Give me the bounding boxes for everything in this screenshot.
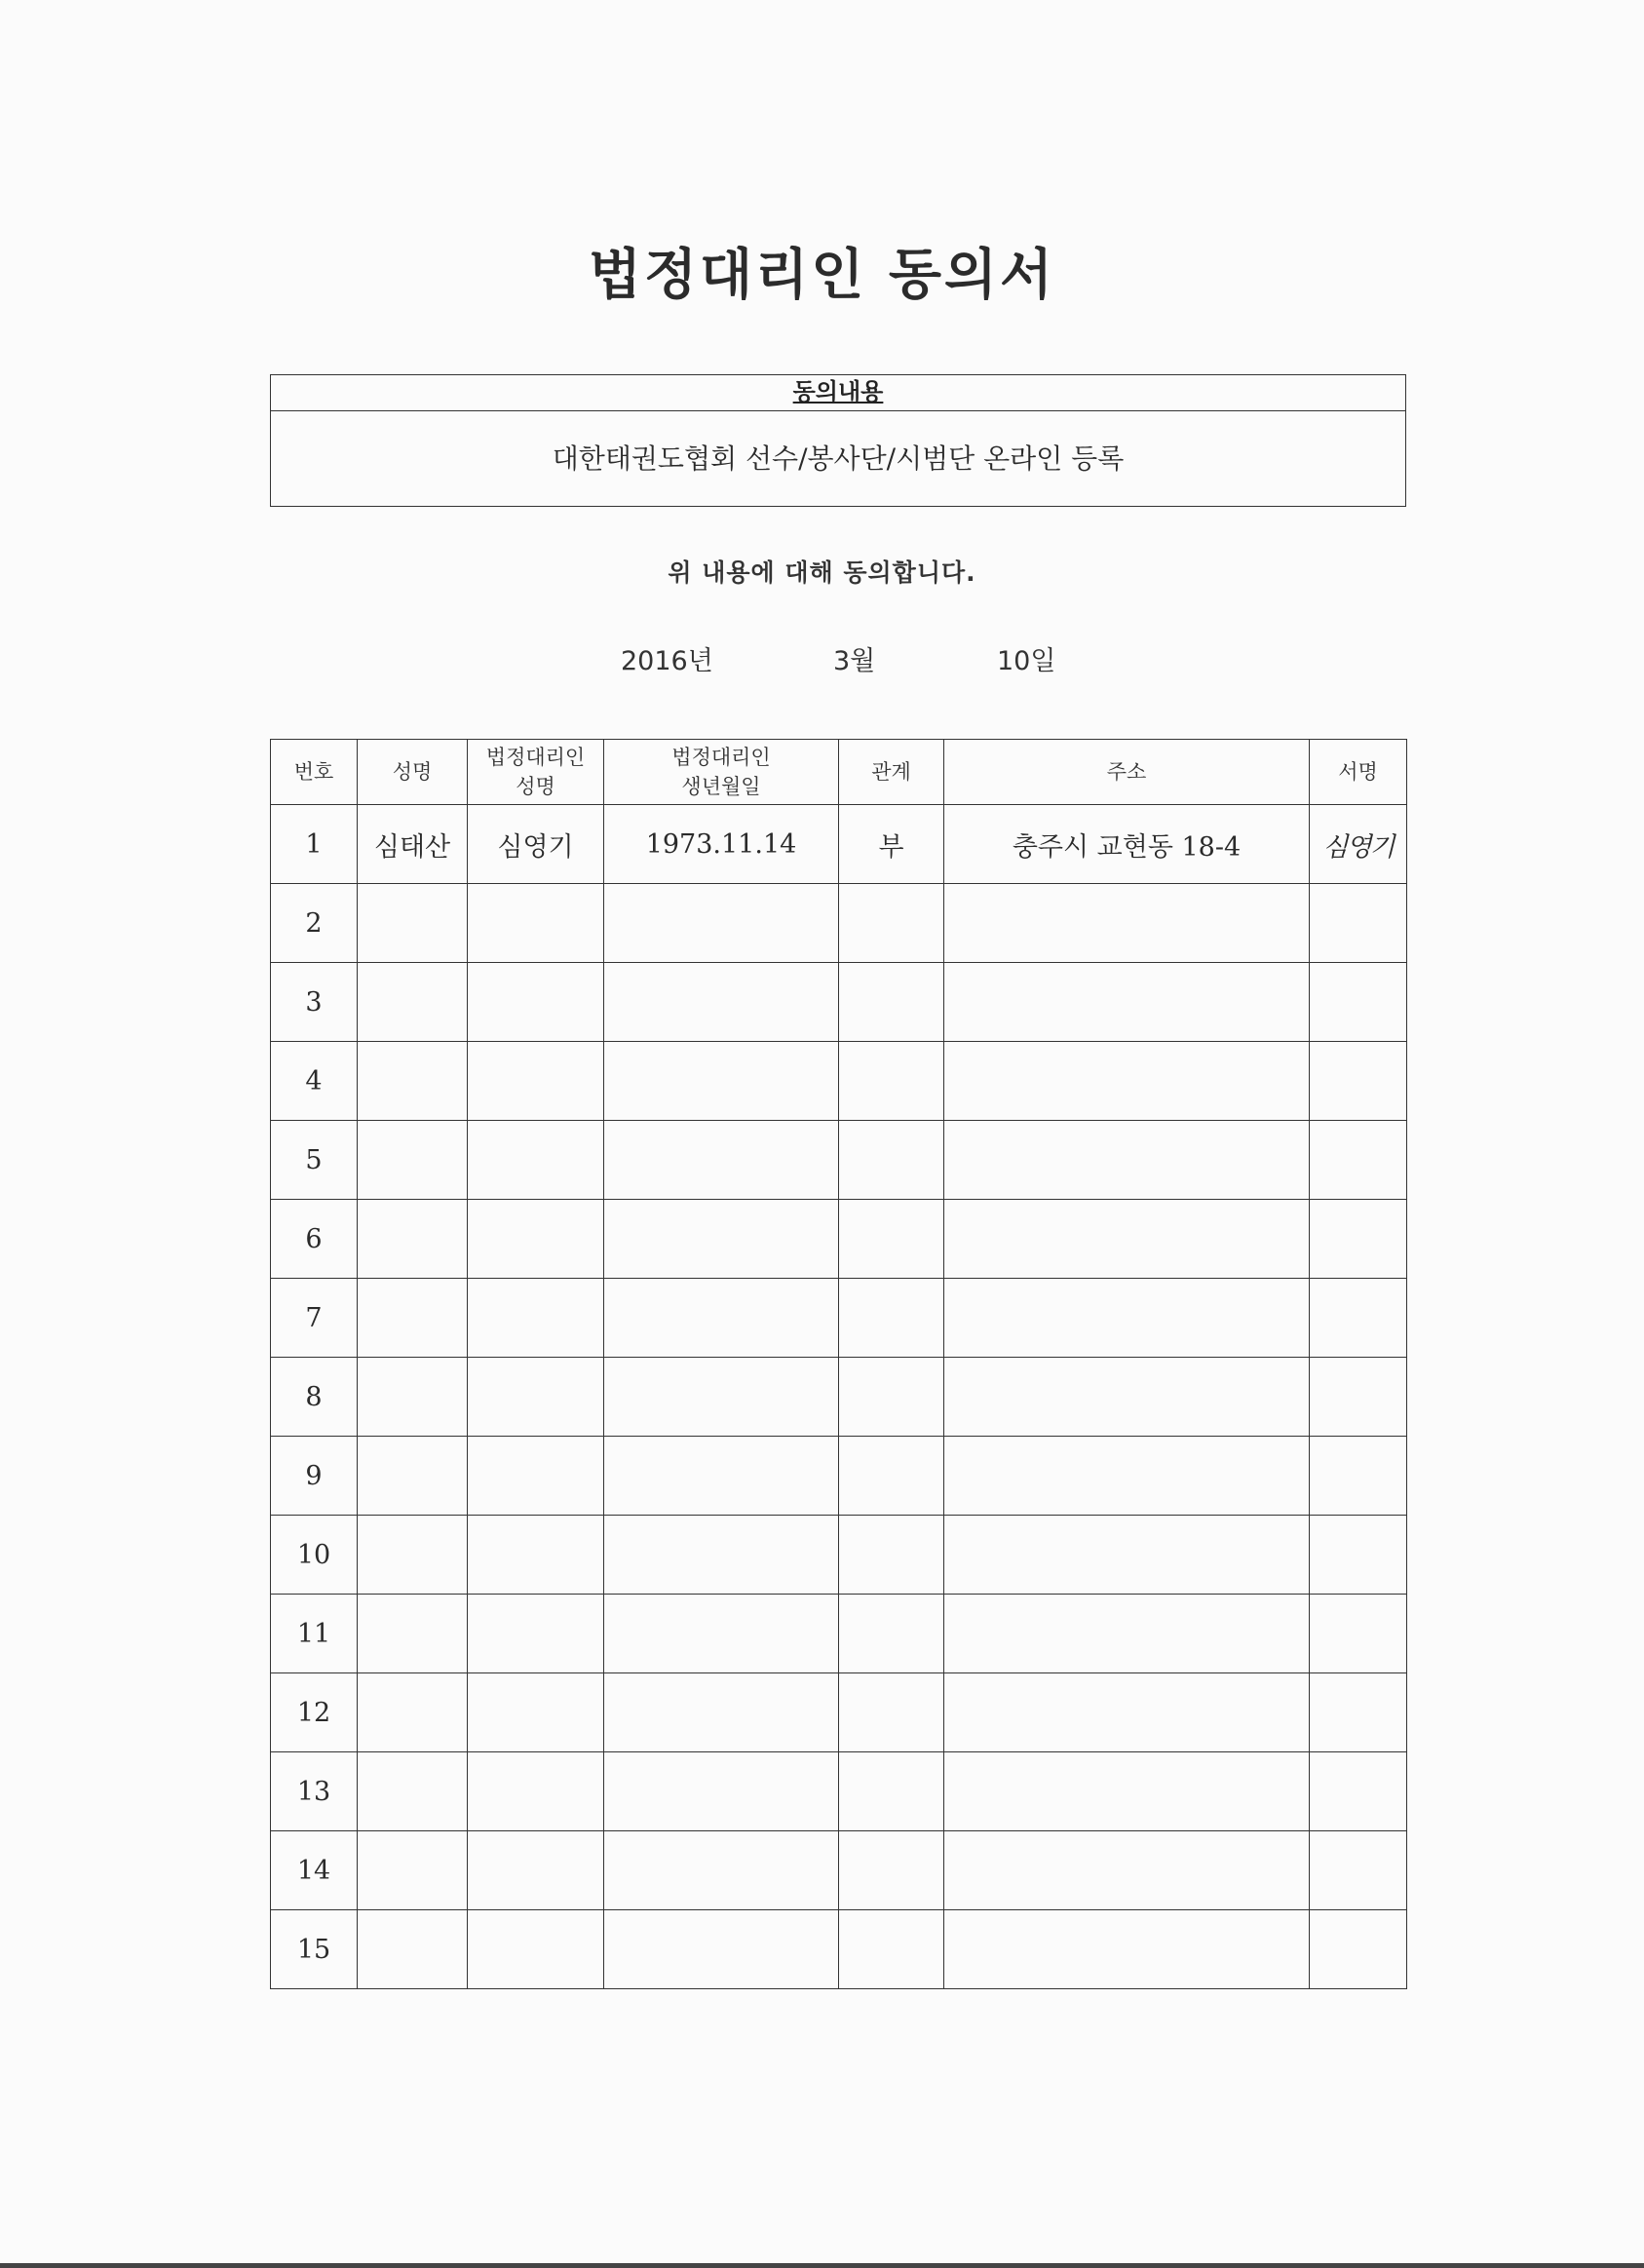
cell-name <box>358 1595 468 1673</box>
cell-address <box>944 1437 1310 1516</box>
cell-name <box>358 1910 468 1989</box>
cell-signature <box>1310 1279 1407 1358</box>
cell-name <box>358 1516 468 1595</box>
cell-address <box>944 1910 1310 1989</box>
cell-guardian-name <box>468 1121 604 1200</box>
cell-no: 14 <box>271 1831 358 1910</box>
table-row <box>271 1279 1407 1358</box>
cell-signature <box>1310 1673 1407 1752</box>
cell-address <box>944 1200 1310 1279</box>
cell-relation <box>839 1910 944 1989</box>
cell-name <box>358 1042 468 1121</box>
cell-guardian-dob <box>604 963 839 1042</box>
table-row <box>271 1752 1407 1831</box>
table-row <box>271 1358 1407 1437</box>
date-month: 3월 <box>833 646 876 676</box>
cell-relation <box>839 1831 944 1910</box>
cell-relation <box>839 1673 944 1752</box>
table-row <box>271 1516 1407 1595</box>
cell-guardian-name <box>468 1437 604 1516</box>
table-row <box>271 1042 1407 1121</box>
consent-header: 동의내용 <box>271 375 1405 411</box>
cell-no: 12 <box>271 1673 358 1752</box>
cell-no: 7 <box>271 1279 358 1358</box>
cell-signature <box>1310 884 1407 963</box>
table-row <box>271 1673 1407 1752</box>
cell-relation <box>839 1279 944 1358</box>
agreement-text: 위 내용에 대해 동의합니다. <box>668 558 976 587</box>
header-relation: 관계 <box>839 740 944 805</box>
cell-address: 충주시 교현동 18-4 <box>944 805 1310 884</box>
cell-guardian-name <box>468 884 604 963</box>
cell-name <box>358 1200 468 1279</box>
cell-guardian-name <box>468 963 604 1042</box>
cell-relation <box>839 963 944 1042</box>
header-address: 주소 <box>944 740 1310 805</box>
table-row <box>271 963 1407 1042</box>
cell-guardian-dob <box>604 1595 839 1673</box>
scan-edge <box>0 2263 1644 2268</box>
cell-guardian-name <box>468 1595 604 1673</box>
cell-address <box>944 884 1310 963</box>
cell-name <box>358 1752 468 1831</box>
cell-guardian-name <box>468 1279 604 1358</box>
cell-guardian-name <box>468 1910 604 1989</box>
cell-no: 5 <box>271 1121 358 1200</box>
cell-signature <box>1310 1752 1407 1831</box>
cell-no: 3 <box>271 963 358 1042</box>
cell-relation <box>839 1595 944 1673</box>
cell-no: 15 <box>271 1910 358 1989</box>
cell-name <box>358 1358 468 1437</box>
header-name: 성명 <box>358 740 468 805</box>
cell-guardian-dob: 1973.11.14 <box>604 805 839 884</box>
cell-name <box>358 1121 468 1200</box>
cell-name: 심태산 <box>358 805 468 884</box>
cell-relation <box>839 1437 944 1516</box>
cell-address <box>944 1279 1310 1358</box>
table-row <box>271 1121 1407 1200</box>
table-row <box>271 805 1407 884</box>
cell-address <box>944 1752 1310 1831</box>
cell-guardian-name <box>468 1358 604 1437</box>
cell-relation <box>839 1516 944 1595</box>
cell-guardian-dob <box>604 1279 839 1358</box>
table-row <box>271 1831 1407 1910</box>
cell-guardian-name <box>468 1200 604 1279</box>
cell-name <box>358 1673 468 1752</box>
cell-guardian-name <box>468 1673 604 1752</box>
table-row <box>271 1595 1407 1673</box>
cell-address <box>944 1121 1310 1200</box>
table-row <box>271 1200 1407 1279</box>
cell-signature: 심영기 <box>1310 805 1407 884</box>
cell-signature <box>1310 1358 1407 1437</box>
cell-address <box>944 1358 1310 1437</box>
cell-name <box>358 884 468 963</box>
cell-no: 10 <box>271 1516 358 1595</box>
cell-guardian-dob <box>604 1200 839 1279</box>
cell-no: 1 <box>271 805 358 884</box>
cell-no: 8 <box>271 1358 358 1437</box>
cell-guardian-name <box>468 1516 604 1595</box>
cell-no: 6 <box>271 1200 358 1279</box>
cell-relation <box>839 1752 944 1831</box>
cell-no: 4 <box>271 1042 358 1121</box>
table-row <box>271 884 1407 963</box>
consent-content: 대한태권도협회 선수/봉사단/시범단 온라인 등록 <box>552 442 1125 475</box>
cell-address <box>944 1042 1310 1121</box>
cell-guardian-name <box>468 1831 604 1910</box>
cell-relation <box>839 1200 944 1279</box>
table-header-row <box>271 740 1407 805</box>
date-year: 2016년 <box>621 646 713 676</box>
cell-name <box>358 1437 468 1516</box>
cell-address <box>944 1516 1310 1595</box>
cell-guardian-name: 심영기 <box>468 805 604 884</box>
cell-no: 9 <box>271 1437 358 1516</box>
cell-guardian-dob <box>604 1910 839 1989</box>
header-no: 번호 <box>271 740 358 805</box>
cell-guardian-name <box>468 1752 604 1831</box>
cell-guardian-dob <box>604 1831 839 1910</box>
header-guardian-dob: 법정대리인 생년월일 <box>604 740 839 805</box>
cell-signature <box>1310 1437 1407 1516</box>
cell-no: 13 <box>271 1752 358 1831</box>
cell-signature <box>1310 1042 1407 1121</box>
cell-name <box>358 1279 468 1358</box>
cell-guardian-dob <box>604 1121 839 1200</box>
table-row <box>271 1910 1407 1989</box>
cell-guardian-dob <box>604 1752 839 1831</box>
cell-guardian-name <box>468 1042 604 1121</box>
cell-address <box>944 1673 1310 1752</box>
cell-relation <box>839 1358 944 1437</box>
consent-content-box <box>270 374 1406 507</box>
cell-no: 2 <box>271 884 358 963</box>
cell-relation <box>839 884 944 963</box>
cell-no: 11 <box>271 1595 358 1673</box>
cell-relation: 부 <box>839 805 944 884</box>
cell-address <box>944 1831 1310 1910</box>
cell-signature <box>1310 1595 1407 1673</box>
cell-guardian-dob <box>604 1042 839 1121</box>
page-title: 법정대리인 동의서 <box>588 244 1056 307</box>
cell-signature <box>1310 1831 1407 1910</box>
cell-guardian-dob <box>604 1437 839 1516</box>
cell-signature <box>1310 1910 1407 1989</box>
table-row <box>271 1437 1407 1516</box>
cell-relation <box>839 1121 944 1200</box>
cell-guardian-dob <box>604 1358 839 1437</box>
cell-relation <box>839 1042 944 1121</box>
cell-name <box>358 963 468 1042</box>
cell-address <box>944 963 1310 1042</box>
cell-address <box>944 1595 1310 1673</box>
cell-name <box>358 1831 468 1910</box>
registration-table <box>270 739 1407 1989</box>
cell-signature <box>1310 963 1407 1042</box>
cell-signature <box>1310 1200 1407 1279</box>
header-signature: 서명 <box>1310 740 1407 805</box>
cell-guardian-dob <box>604 1516 839 1595</box>
cell-signature <box>1310 1121 1407 1200</box>
cell-guardian-dob <box>604 884 839 963</box>
cell-guardian-dob <box>604 1673 839 1752</box>
cell-signature <box>1310 1516 1407 1595</box>
date-day: 10일 <box>997 646 1056 676</box>
header-guardian-name: 법정대리인 성명 <box>468 740 604 805</box>
